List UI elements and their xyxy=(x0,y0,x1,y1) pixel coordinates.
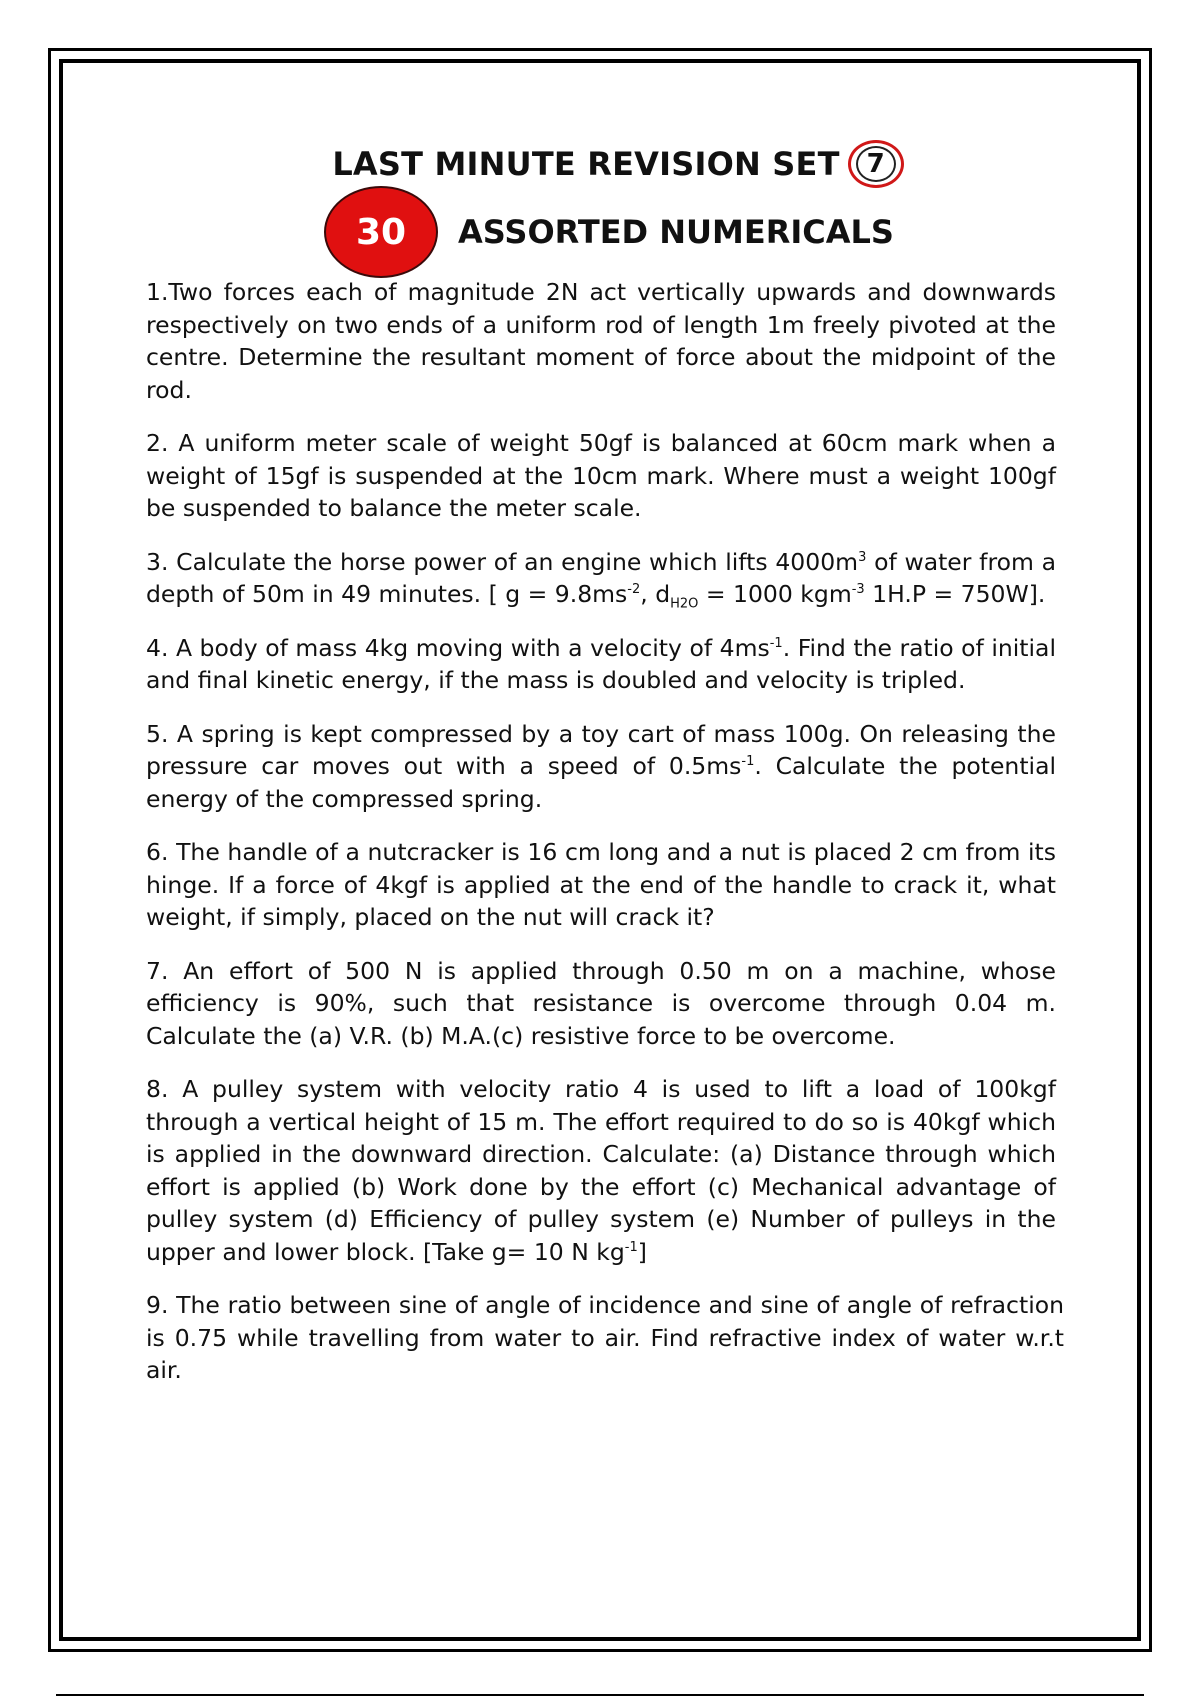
question-text: . Find the ratio of initial and final kinetic energy, if the mass is doubled and velocity is tripled. xyxy=(146,633,1056,694)
question-text: . Calculate the potential energy of the compressed spring. xyxy=(146,752,1056,813)
superscript: -1 xyxy=(741,754,755,770)
question-list xyxy=(146,276,1064,1408)
question-1: 1.Two forces each of magnitude 2N act vertically upwards and downwards respectively on two ends of a uniform rod of length 1m freely pivoted at the centre. Determine the resultant moment of force about the midpoint of the rod. xyxy=(146,278,1056,404)
set-number-badge xyxy=(848,140,904,188)
footer-divider xyxy=(56,1694,1144,1696)
question-text: ] xyxy=(637,1237,647,1266)
superscript: 3 xyxy=(858,549,867,565)
superscript: -1 xyxy=(769,635,783,651)
question-8 xyxy=(146,1073,1056,1268)
question-5 xyxy=(146,718,1056,816)
page-title: LAST MINUTE REVISION SET xyxy=(332,145,840,183)
question-text: 5. A spring is kept compressed by a toy cart of mass 100g. On releasing the pressure car moves out with a speed of 0.5ms xyxy=(146,719,1056,780)
question-6: 6. The handle of a nutcracker is 16 cm long and a nut is placed 2 cm from its hinge. If a force of 4kgf is applied at the end of the handle to crack it, what weight, if simply, placed on the nut will crack it? xyxy=(146,838,1056,931)
page-subtitle: ASSORTED NUMERICALS xyxy=(458,213,894,251)
question-4 xyxy=(146,632,1056,697)
question-text: = 1000 kgm xyxy=(698,580,852,608)
question-text: of water from a depth of 50m in 49 minutes. [ g = 9.8ms xyxy=(146,547,1057,608)
question-3 xyxy=(146,546,1056,611)
question-2: 2. A uniform meter scale of weight 50gf is balanced at 60cm mark when a weight of 15gf is suspended at the 10cm mark. Where must a weight 100gf be suspended to balance the meter scale. xyxy=(146,429,1056,522)
question-7: 7. An effort of 500 N is applied through 0.50 m on a machine, whose efficiency is 90%, such that resistance is overcome through 0.04 m. Calculate the (a) V.R. (b) M.A.(c) resistive force to be overcome. xyxy=(146,956,1056,1050)
question-text: , d xyxy=(640,580,671,608)
superscript: -2 xyxy=(627,582,641,598)
question-9: 9. The ratio between sine of angle of incidence and sine of angle of refraction is 0.75 while travelling from water to air. Find refractive index of water w.r.t air. xyxy=(146,1291,1064,1384)
question-text: 1H.P = 750W]. xyxy=(864,580,1046,608)
question-text: 8. A pulley system with velocity ratio 4 is used to lift a load of 100kgf through a vertical height of 15 m. The effort required to do so is 40kgf which is applied in the downward direction. Calculate: (a) Distance through which effort is applied (b) Work done by the effort (c) Mechanical advantage of pulley system (d) Efficiency of pulley system (e) Number of pulleys in the upper and lower block. [Take g= 10 N kg xyxy=(146,1075,1056,1266)
subscript: H2O xyxy=(670,596,699,612)
count-badge: 30 xyxy=(324,186,438,278)
question-text: 4. A body of mass 4kg moving with a velocity of 4ms xyxy=(146,633,770,662)
superscript: -1 xyxy=(624,1239,638,1255)
question-text: 3. Calculate the horse power of an engine which lifts 4000m xyxy=(146,547,859,576)
set-number: 7 xyxy=(856,146,896,182)
superscript: -3 xyxy=(851,582,865,598)
subtitle-row xyxy=(0,185,1200,279)
